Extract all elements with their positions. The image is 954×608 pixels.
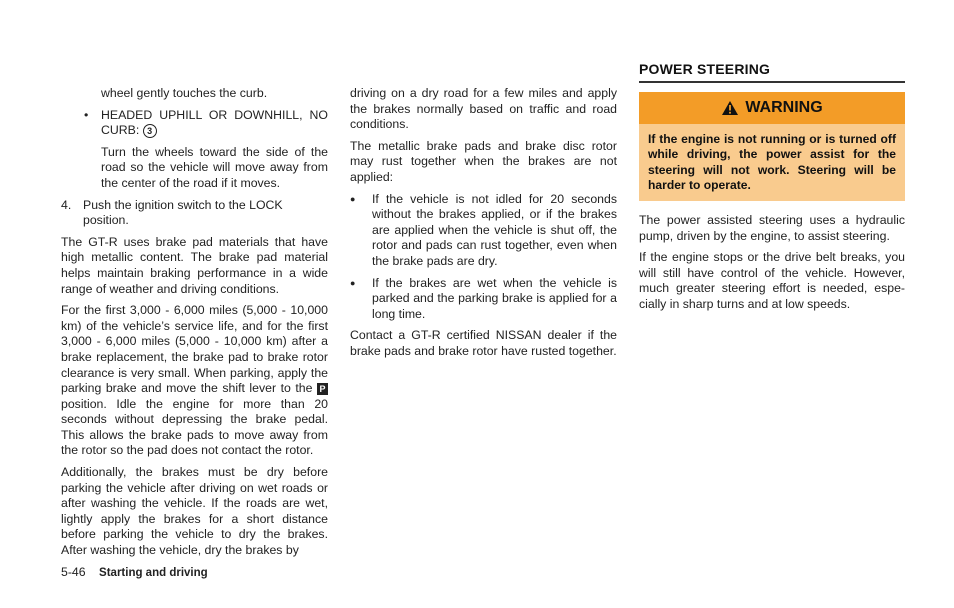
footer-section-name: Starting and driving xyxy=(99,567,208,579)
paragraph-metallic-pads: The metallic brake pads and brake disc rotor may rust together when the brakes are not applied: xyxy=(350,138,617,184)
page-footer xyxy=(61,565,208,579)
bullet-mark: • xyxy=(84,107,89,122)
bullet-uphill-text: HEADED UPHILL OR DOWNHILL, NO CURB: xyxy=(101,107,328,138)
paragraph-first-miles xyxy=(61,303,328,459)
paragraph-dry-road: driving on a dry road for a few miles and apply the brakes normally based on traffic and road conditions. xyxy=(350,86,617,132)
paragraph-additionally: Additionally, the brakes must be dry before parking the vehicle after driving on wet roads or after washing the vehicle. If the roads are wet, lightly apply the brakes for a short distance before parking the vehicle to dry the brakes. After washing the vehicle, dry the brakes by xyxy=(61,465,328,558)
warning-triangle-icon xyxy=(721,100,739,116)
step-4-text: Push the ignition switch to the LOCK position. xyxy=(83,197,283,228)
page-number: 5-46 xyxy=(61,565,86,579)
park-position-icon: P xyxy=(317,383,328,395)
bullet-mark: ● xyxy=(350,277,356,288)
step-number-badge: 3 xyxy=(143,124,157,138)
column-middle xyxy=(350,86,617,366)
step-4-number: 4. xyxy=(61,197,72,212)
bullet-mark: ● xyxy=(350,193,356,204)
bullet-wet-brakes xyxy=(350,276,617,323)
bullet-uphill-no-curb xyxy=(61,108,328,139)
warning-box xyxy=(639,92,905,201)
paragraph-uphill-detail: Turn the wheels toward the side of the road so the vehicle will move away from the center of the road if it moves. xyxy=(101,144,328,190)
paragraph-gtr-brake-pads: The GT-R uses brake pad materials that have high metallic content. The brake pad material helps maintain braking performance in a wide range of weather and driving conditions. xyxy=(61,234,328,296)
paragraph-contact-dealer: Contact a GT-R certified NISSAN dealer if the brake pads and brake rotor have rusted together. xyxy=(350,328,617,358)
paragraph-power-assist: The power assisted steering uses a hydraulic pump, driven by the engine, to assist steering. xyxy=(639,212,905,243)
bullet-wet-brakes-text: If the brakes are wet when the vehicle is parked and the parking brake is applied for a long time. xyxy=(372,275,617,321)
column-right xyxy=(639,62,905,319)
column-left xyxy=(61,86,328,565)
bullet-not-idled xyxy=(350,192,617,270)
warning-label: WARNING xyxy=(745,98,823,116)
paragraph-first-miles-cont: position. Idle the engine for more than 20 seconds without depressing the brake pedal. This allows the brake pads to move away from the rotor so the pad does not contact the rotor. xyxy=(61,396,328,458)
warning-text: If the engine is not running or is turned off while driving, the power assist for the steering will not work. Steering will be harder to operate. xyxy=(648,131,896,193)
paragraph-curb-continued: wheel gently touches the curb. xyxy=(101,86,268,100)
bullet-not-idled-text: If the vehicle is not idled for 20 seconds without the brakes applied, or if the brakes are applied when the vehicle is shut off, the rotor and pads can rust together, even when the brake pads are dry. xyxy=(372,191,617,268)
step-4 xyxy=(61,198,328,229)
section-title: POWER STEERING xyxy=(639,62,905,83)
paragraph-first-miles-text: For the first 3,000 - 6,000 miles (5,000 - 10,000 km) of the vehicle’s service life, and for the first 3,000 - 6,000 miles (5,000 - 10,000 km) after a brake replacement, the brake pad to brake rotor clearance is very small. When parking, apply the parking brake and move the shift lever to the xyxy=(61,303,328,396)
paragraph-belt-breaks: If the engine stops or the drive belt breaks, you will still have control of the vehicle. However, much greater steering effort is needed, espe-cially in sharp turns and at low speeds. xyxy=(639,250,905,311)
warning-header xyxy=(639,92,905,124)
